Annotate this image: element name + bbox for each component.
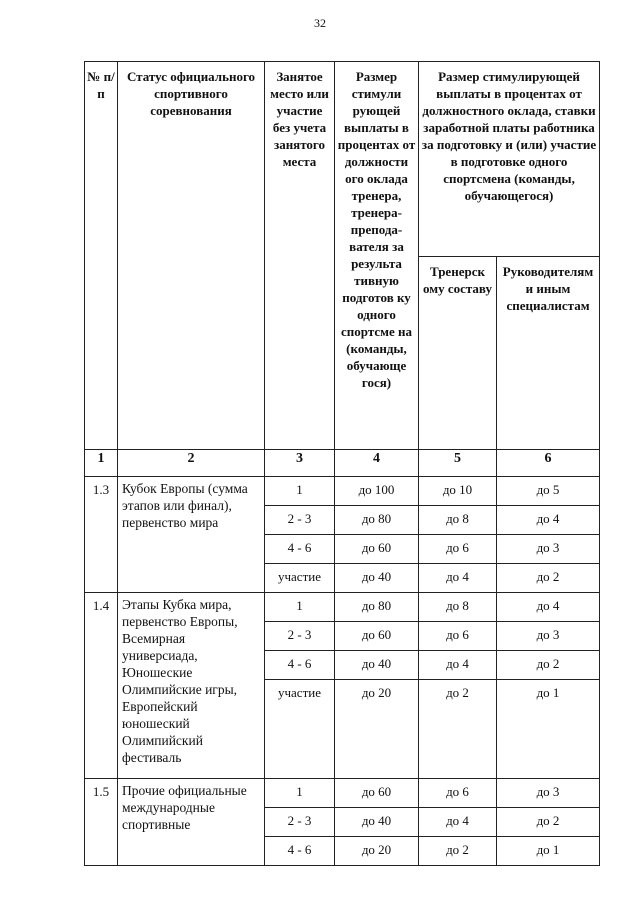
place-cell: 1 xyxy=(265,593,335,622)
header-row xyxy=(85,62,600,257)
place-cell: 1 xyxy=(265,779,335,808)
managers-payment-cell: до 3 xyxy=(497,622,600,651)
header-trainers: Тренерск ому составу xyxy=(419,257,497,450)
managers-payment-cell: до 4 xyxy=(497,593,600,622)
header-place: Занятое место или участие без учета занятого места xyxy=(265,62,335,450)
competition-status: Кубок Европы (сумма этапов или финал), первенство мира xyxy=(118,477,265,593)
page-number: 32 xyxy=(314,16,326,30)
column-numbers-row xyxy=(85,450,600,477)
table-row xyxy=(85,779,600,808)
trainers-payment-cell: до 6 xyxy=(419,535,497,564)
coach-payment-cell: до 20 xyxy=(335,680,419,779)
table-row xyxy=(85,477,600,506)
trainers-payment-cell: до 2 xyxy=(419,680,497,779)
coach-payment-cell: до 60 xyxy=(335,779,419,808)
place-cell: 2 - 3 xyxy=(265,622,335,651)
trainers-payment-cell: до 4 xyxy=(419,651,497,680)
coach-payment-cell: до 100 xyxy=(335,477,419,506)
trainers-payment-cell: до 8 xyxy=(419,506,497,535)
coach-payment-cell: до 20 xyxy=(335,837,419,866)
coach-payment-cell: до 60 xyxy=(335,535,419,564)
coach-payment-cell: до 40 xyxy=(335,564,419,593)
coach-payment-cell: до 80 xyxy=(335,593,419,622)
incentive-payments-table xyxy=(84,61,600,866)
place-cell: 4 - 6 xyxy=(265,651,335,680)
place-cell: 2 - 3 xyxy=(265,808,335,837)
coach-payment-cell: до 80 xyxy=(335,506,419,535)
column-number: 1 xyxy=(85,450,118,477)
header-status: Статус официального спортивного соревнования xyxy=(118,62,265,450)
managers-payment-cell: до 2 xyxy=(497,651,600,680)
competition-status: Этапы Кубка мира, первенство Европы, Всемирная универсиада, Юношеские Олимпийские игры, Европейский юношеский Олимпийский фестиваль xyxy=(118,593,265,779)
trainers-payment-cell: до 4 xyxy=(419,808,497,837)
managers-payment-cell: до 1 xyxy=(497,680,600,779)
managers-payment-cell: до 1 xyxy=(497,837,600,866)
column-number: 3 xyxy=(265,450,335,477)
trainers-payment-cell: до 4 xyxy=(419,564,497,593)
header-managers: Руководителям и иным специалистам xyxy=(497,257,600,450)
trainers-payment-cell: до 6 xyxy=(419,779,497,808)
managers-payment-cell: до 5 xyxy=(497,477,600,506)
row-index: 1.3 xyxy=(85,477,118,593)
column-number: 2 xyxy=(118,450,265,477)
trainers-payment-cell: до 6 xyxy=(419,622,497,651)
table-row xyxy=(85,593,600,622)
header-number: № п/п xyxy=(85,62,118,450)
trainers-payment-cell: до 8 xyxy=(419,593,497,622)
trainers-payment-cell: до 10 xyxy=(419,477,497,506)
place-cell: участие xyxy=(265,564,335,593)
column-number: 5 xyxy=(419,450,497,477)
managers-payment-cell: до 4 xyxy=(497,506,600,535)
column-number: 4 xyxy=(335,450,419,477)
column-number: 6 xyxy=(497,450,600,477)
managers-payment-cell: до 2 xyxy=(497,564,600,593)
managers-payment-cell: до 3 xyxy=(497,535,600,564)
row-index: 1.5 xyxy=(85,779,118,866)
managers-payment-cell: до 3 xyxy=(497,779,600,808)
header-group-payment: Размер стимулирующей выплаты в процентах от должностного оклада, ставки заработной платы работника за подготовку и (или) участие в подготовке одного спортсмена (команды, обучающегося) xyxy=(419,62,600,257)
row-index: 1.4 xyxy=(85,593,118,779)
coach-payment-cell: до 40 xyxy=(335,651,419,680)
place-cell: участие xyxy=(265,680,335,779)
place-cell: 4 - 6 xyxy=(265,837,335,866)
place-cell: 1 xyxy=(265,477,335,506)
competition-status: Прочие официальные международные спортивные xyxy=(118,779,265,866)
coach-payment-cell: до 40 xyxy=(335,808,419,837)
trainers-payment-cell: до 2 xyxy=(419,837,497,866)
coach-payment-cell: до 60 xyxy=(335,622,419,651)
place-cell: 2 - 3 xyxy=(265,506,335,535)
managers-payment-cell: до 2 xyxy=(497,808,600,837)
header-coach-payment: Размер стимули рующей выплаты в процентах от должности ого оклада тренера, тренера-преподавателя за результа тивную подготов ку одного спортсме на (команды, обучающе гося) xyxy=(335,62,419,450)
place-cell: 4 - 6 xyxy=(265,535,335,564)
